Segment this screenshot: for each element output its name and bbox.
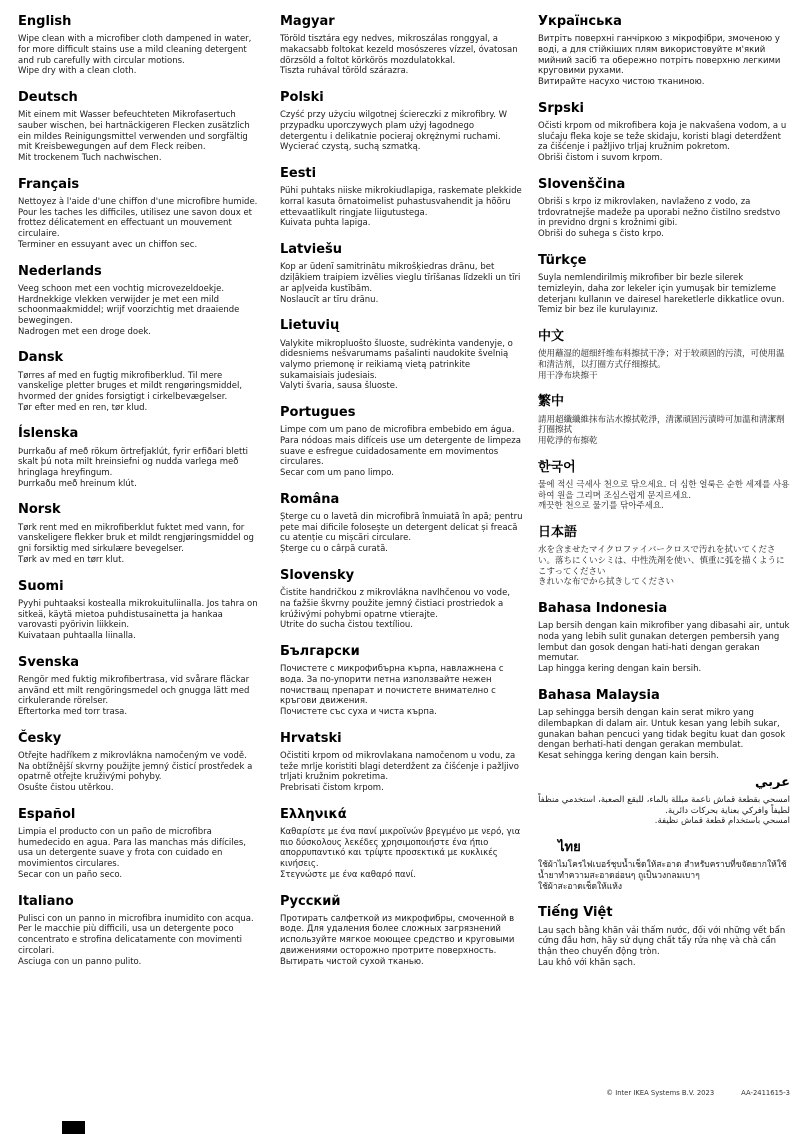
language-section (538, 177, 790, 240)
language-section (280, 894, 523, 968)
instruction-paragraph: Wipe dry with a clean cloth. (18, 66, 137, 77)
instruction-paragraph: امسحي باستخدام قطعة قماش نظيفة. (654, 816, 790, 827)
instruction-text (280, 186, 523, 229)
instruction-paragraph: Czyść przy użyciu wilgotnej ściereczki z mikrofibry. W przypadku uporczywych plam użyj łagodnego detergentu i delikatnie pocieraj okrężnymi ruchami. (280, 110, 508, 142)
crop-mark (62, 1121, 85, 1134)
language-heading: 中文 (538, 328, 565, 344)
instruction-paragraph: Tiszta ruhával töröld szárazra. (280, 66, 409, 77)
language-section (280, 318, 523, 392)
instruction-text (538, 621, 790, 675)
column-2 (280, 14, 523, 980)
language-heading: ไทย (558, 839, 581, 855)
language-heading: عربي (754, 774, 790, 790)
language-heading: Norsk (18, 502, 61, 518)
instruction-text (18, 110, 261, 164)
instruction-paragraph: 用干净布块擦干 (538, 370, 598, 381)
language-section (280, 90, 523, 153)
instruction-paragraph: Terminer en essuyant avec un chiffon sec. (18, 239, 198, 250)
language-heading: Eesti (280, 166, 317, 182)
instruction-paragraph: 물에 적신 극세사 천으로 닦으세요. 더 심한 얼룩은 순한 세제를 사용하여 원을 그리며 조심스럽게 문지르세요. (538, 479, 790, 501)
instruction-paragraph: Mit trockenem Tuch nachwischen. (18, 153, 162, 164)
language-section (538, 329, 790, 381)
instruction-text (538, 273, 790, 316)
language-heading: 한국어 (538, 459, 576, 475)
instruction-paragraph: Obriši do suhega s čisto krpo. (538, 229, 664, 240)
language-section (18, 655, 261, 718)
instruction-paragraph: Șterge cu o cârpă curată. (280, 544, 388, 555)
instruction-text (538, 795, 790, 827)
column-1 (18, 14, 261, 980)
instruction-text (18, 751, 261, 794)
language-section (18, 350, 261, 413)
instruction-text (280, 262, 523, 305)
instruction-text (538, 926, 790, 969)
instruction-paragraph: Pulisci con un panno in microfibra inumidito con acqua. Per le macchie più difficili, usa un detergente poco concentrato e strofina delicatamente con movimenti circolari. (18, 913, 254, 956)
instruction-text (280, 512, 523, 555)
language-heading: 繁中 (538, 394, 565, 410)
language-heading: Portugues (280, 405, 356, 421)
language-heading: Tiếng Việt (538, 905, 613, 921)
instruction-paragraph: Lau khô với khăn sạch. (538, 957, 636, 968)
document-number: AA-2411615-3 (741, 1089, 790, 1097)
language-heading: Français (18, 176, 80, 192)
language-heading: Latviešu (280, 242, 343, 258)
instruction-paragraph: Lap sehingga bersih dengan kain serat mikro yang dilembapkan di dalam air. Untuk kesan yang lebih sukar, gunakan bahan pencuci yang tidak begitu kuat dan gosok dengan berhati-hati dengan gerakan membulat. (538, 708, 786, 751)
instruction-text (18, 447, 261, 490)
instruction-paragraph: Valyti švaria, sausa šluoste. (280, 381, 398, 392)
instruction-paragraph: Asciuga con un panno pulito. (18, 956, 142, 967)
language-section (18, 579, 261, 642)
instruction-text (538, 349, 790, 381)
language-section (538, 905, 790, 968)
instruction-paragraph: 使用蘸湿的超细纤维布料擦拭干净；对于较顽固的污渍，可使用温和清洁剂，以打圈方式仔细擦拭。 (538, 349, 785, 370)
language-heading: English (18, 14, 72, 29)
instruction-paragraph: Valykite mikropluošto šluoste, sudrėkinta vandenyje, o didesniems nešvarumams pašalinti naudokite švelnią valymo priemonę ir reikiamą vietą patrinkite sukamaisiais judesiais. (280, 338, 513, 381)
instruction-paragraph: Nettoyez à l'aide d'une chiffon d'une microfibre humide. Pour les taches les difficiles, utilisez une savon doux et frottez délicatement en effectuant un mouvement circulaire. (18, 197, 258, 240)
instruction-paragraph: きれいな布でから拭きしてください (538, 577, 675, 588)
instruction-paragraph: Veeg schoon met een vochtig microvezeldoekje. Hardnekkige vlekken verwijder je met een mild schoonmaakmiddel; wrijf voorzichtig met draaiende bewegingen. (18, 283, 240, 326)
instruction-paragraph: Obriši čistom i suvom krpom. (538, 153, 663, 164)
instruction-text (538, 480, 790, 512)
instruction-paragraph: Wipe clean with a microfiber cloth dampened in water, for more difficult stains use a mild cleaning detergent and rub carefully with circular motions. (18, 34, 252, 66)
language-heading: Bahasa Malaysia (538, 687, 660, 703)
language-heading: Dansk (18, 350, 64, 366)
language-section (538, 840, 790, 892)
instruction-paragraph: Tørk av med en tørr klut. (18, 554, 125, 565)
instruction-paragraph: Kuivata puhta lapiga. (280, 218, 371, 229)
instruction-paragraph: Otřejte hadříkem z mikrovlákna namočeným ve vodě. Na obtížnější skvrny použijte jemný čisticí prostředek a opatrně otřejte kruživými pohyby. (18, 750, 253, 783)
instruction-paragraph: Þurrkaðu af með rökum örtrefjaklút, fyrir erfiðari bletti skalt þú nota milt hreinsiefni og nudda varlega með hringlaga hreyfingum. (18, 446, 249, 479)
instruction-text (18, 914, 261, 968)
language-section (538, 688, 790, 762)
language-section (280, 568, 523, 631)
language-heading: Srpski (538, 100, 584, 116)
instruction-paragraph: 水を含ませたマイクロファイバークロスで汚れを拭いてください。落ちにくいシミは、中性洗剤を使い、慎重に弧を描くようにこすってください (538, 545, 785, 577)
instruction-paragraph: Secar con un paño seco. (18, 869, 123, 880)
instruction-paragraph: Secar com um pano limpo. (280, 468, 394, 479)
language-section (538, 101, 790, 164)
instruction-paragraph: Þurrkaðu með hreinum klút. (18, 478, 137, 489)
instruction-paragraph: Pühi puhtaks niiske mikrokiudlapiga, raskemate plekkide korral kasuta õrnatoimelist puhastusvahendit ja hõõru ettevaatlikult ringjate liigutustega. (280, 186, 522, 218)
instruction-text (538, 197, 790, 240)
language-heading: Polski (280, 90, 324, 106)
instruction-paragraph: Mit einem mit Wasser befeuchteten Mikrofasertuch sauber wischen, bei hartnäckigeren Flecken zusätzlich ein mildes Reinigungsmittel verwenden und sorgfältig mit Kreisbewegungen auf dem Fleck reiben. (18, 110, 250, 153)
language-section (18, 90, 261, 164)
instruction-paragraph: Utrite do sucha čistou textíliou. (280, 620, 413, 631)
language-section (280, 807, 523, 881)
instruction-text (280, 827, 523, 881)
language-heading: Slovenščina (538, 176, 626, 192)
instruction-text (18, 371, 261, 414)
instruction-paragraph: Očisti krpom od mikrofibera koja je nakvašena vodom, a u slučaju fleka koje se teže skidaju, koristi blagi deterdžent za čišćenje i pažljivo trljaj kružnim pokretom. (538, 121, 787, 153)
language-section (280, 644, 523, 718)
instruction-text (280, 110, 523, 153)
instruction-text (280, 339, 523, 393)
instruction-paragraph: Вытирать чистой сухой тканью. (280, 956, 424, 967)
language-heading: Magyar (280, 14, 335, 29)
instruction-text (18, 284, 261, 338)
language-heading: Lietuvių (280, 318, 340, 334)
instruction-paragraph: Čistite handričkou z mikrovlákna navlhčenou vo vode, na ťažšie škvrny použite jemný čistiaci prostriedok a krúživými pohybmi opatrne vtierajte. (280, 588, 511, 620)
instruction-paragraph: Limpia el producto con un paño de microfibra humedecido en agua. Para las manchas más difíciles, usa un detergente suave y frota con cuidado en movimientos circulares. (18, 826, 246, 870)
language-section (280, 492, 523, 555)
language-section (538, 601, 790, 675)
language-heading: Українська (538, 14, 622, 29)
language-heading: Bahasa Indonesia (538, 601, 668, 617)
language-heading: Româna (280, 491, 340, 507)
language-heading: Suomi (18, 578, 64, 594)
footer (538, 1089, 790, 1097)
language-section (538, 775, 790, 827)
instruction-paragraph: Lau sạch bằng khăn vải thấm nước, đối với những vết bẩn cứng đầu hơn, hãy sử dụng chất tẩy rửa nhẹ và chà cẩn thận theo chuyển động tròn. (538, 925, 786, 957)
instruction-paragraph: امسحي بقطعة قماش ناعمة مبللة بالماء، للبقع الصعبة، استخدمي منظفاً لطيفاً وافركي بعناية بحركات دائرية. (538, 794, 790, 816)
column-3 (538, 14, 790, 981)
language-section (18, 426, 261, 489)
instruction-text (538, 860, 790, 892)
instruction-paragraph: Витріть поверхні ганчіркою з мікрофібри, змоченою у воді, а для стійкіших плям використовуйте м'який мийний засіб та обережно потріть поверхню легкими круговими рухами. (538, 34, 781, 77)
language-heading: Italiano (18, 893, 74, 909)
language-section (538, 394, 790, 446)
instruction-text (18, 34, 261, 77)
language-heading: Türkçe (538, 252, 587, 268)
instruction-paragraph: Lap bersih dengan kain mikrofiber yang dibasahi air, untuk noda yang lebih sulit gunakan detergen pembersih yang lembut dan gosok dengan hati-hati dengan gerakan memutar. (538, 621, 790, 664)
instruction-text (538, 415, 790, 447)
instruction-text (18, 523, 261, 566)
language-section (280, 242, 523, 305)
language-section (280, 166, 523, 229)
instruction-paragraph: Почистете с микрофибърна кърпа, навлажнена с вода. За по-упорити петна използвайте нежен почистващ препарат и почистете внимателно с кръгови движения. (280, 664, 504, 707)
instruction-paragraph: Pyyhi puhtaaksi kostealla mikrokuituliinalla. Jos tahra on sitkeä, käytä mietoa puhdistusainetta ja hankaa varovasti pyörivin liikkein. (18, 598, 258, 631)
instruction-paragraph: Στεγνώστε με ένα καθαρό πανί. (280, 869, 416, 880)
language-section (538, 525, 790, 588)
instruction-text (280, 664, 523, 718)
instruction-text (280, 425, 523, 479)
language-section (18, 502, 261, 565)
instruction-paragraph: Noslaucīt ar tīru drānu. (280, 294, 379, 305)
instruction-paragraph: Kesat sehingga kering dengan kain bersih. (538, 750, 719, 761)
language-heading: Česky (18, 730, 62, 746)
language-section (280, 731, 523, 794)
instruction-paragraph: Καθαρίστε με ένα πανί μικροϊνών βρεγμένο με νερό, για πιο δύσκολους λεκέδες χρησιμοποιήστε ένα ήπιο απορρυπαντικό και τρίψτε προσεκτικά με κυκλικές κινήσεις. (280, 826, 521, 870)
instruction-paragraph: Tørres af med en fugtig mikrofiberklud. Til mere vanskelige pletter bruges et mildt rengøringsmiddel, hvormed der gnides forsigtigt i cirkelbevægelser. (18, 370, 243, 403)
instruction-text (280, 914, 523, 968)
language-heading: Nederlands (18, 263, 102, 279)
language-section (18, 177, 261, 251)
instruction-paragraph: Osušte čistou utěrkou. (18, 783, 114, 794)
instruction-text (280, 588, 523, 631)
instruction-paragraph: Wycierać czystą, suchą szmatką. (280, 142, 421, 153)
copyright-text: © Inter IKEA Systems B.V. 2023 (606, 1089, 715, 1097)
language-section (18, 807, 261, 881)
language-heading: Íslenska (18, 426, 79, 442)
language-section (538, 253, 790, 316)
language-section (18, 731, 261, 794)
instruction-paragraph: Kuivataan puhtaalla liinalla. (18, 630, 136, 641)
instruction-paragraph: Протирать салфеткой из микрофибры, смоченной в воде. Для удаления более сложных загрязнений используйте мягкое моющее средство и круговыми движениями осторожно протрите поверхность. (280, 913, 515, 956)
language-heading: Svenska (18, 654, 80, 670)
instruction-paragraph: Почистете със суха и чиста кърпа. (280, 706, 437, 717)
instruction-text (280, 34, 523, 77)
instruction-paragraph: Eftertorka med torr trasa. (18, 706, 128, 717)
instruction-paragraph: Očistiti krpom od mikrovlakana namočenom u vodu, za teže mrlje koristiti blagi deterdžent za čišćenje i pažljivo trljati kružnim pokretima. (280, 750, 519, 783)
language-section (18, 894, 261, 968)
language-section (18, 264, 261, 338)
instruction-paragraph: Prebrisati čistom krpom. (280, 783, 384, 794)
instruction-text (18, 197, 261, 251)
language-section (18, 14, 261, 77)
language-heading: Hrvatski (280, 730, 342, 746)
instruction-paragraph: Töröld tisztára egy nedves, mikroszálas ronggyal, a makacsabb foltokat kezeld mosószeres vízzel, óvatosan dörzsöld a foltot körkörös mozdulatokkal. (280, 34, 518, 66)
language-section (538, 14, 790, 88)
instruction-text (538, 545, 790, 588)
language-section (280, 405, 523, 479)
instruction-text (538, 121, 790, 164)
instruction-paragraph: Витирайте насухо чистою тканиною. (538, 77, 705, 88)
language-section (280, 14, 523, 77)
instruction-paragraph: Temiz bir bez ile kurulayınız. (538, 305, 658, 316)
language-heading: Русский (280, 893, 341, 909)
language-heading: Deutsch (18, 90, 78, 106)
instruction-text (18, 599, 261, 642)
instruction-paragraph: Lap hingga kering dengan kain bersih. (538, 664, 702, 675)
instruction-text (280, 751, 523, 794)
instruction-text (18, 675, 261, 718)
instruction-paragraph: Tør efter med en ren, tør klud. (18, 402, 148, 413)
language-heading: Ελληνικά (280, 806, 347, 822)
language-heading: Български (280, 643, 360, 659)
instruction-paragraph: Șterge cu o lavetă din microfibră înmuiată în apă; pentru pete mai dificile folosește un detergent delicat și freacă cu atenție cu mișcări circulare. (280, 512, 523, 544)
instruction-paragraph: Tørk rent med en mikrofiberklut fuktet med vann, for vanskeligere flekker bruk et mildt rengjøringsmiddel og gni forsiktig med sirkulære bevegelser. (18, 522, 254, 555)
instruction-paragraph: Obriši s krpo iz mikrovlaken, navlaženo z vodo, za trdovratnejše madeže pa uporabi nežno čistilno sredstvo in previdno drgni s krožnimi gibi. (538, 197, 781, 229)
instruction-paragraph: 깨끗한 천으로 물기를 닦아주세요. (538, 501, 664, 512)
language-heading: Español (18, 806, 76, 822)
instruction-paragraph: Nadrogen met een droge doek. (18, 326, 151, 337)
instruction-paragraph: ใช้ผ้าไมโครไฟเบอร์ชุบน้ำเช็ดให้สะอาด สำหรับคราบที่ขจัดยากให้ใช้น้ำยาทำความสะอาดอ่อนๆ ถูเป็นวงกลมเบาๆ (538, 860, 787, 881)
language-heading: 日本語 (538, 525, 578, 541)
instruction-text (18, 827, 261, 881)
instruction-paragraph: Rengör med fuktig mikrofibertrasa, vid svårare fläckar använd ett milt rengöringsmedel och gnugga lätt med cirkulerande rörelser. (18, 674, 250, 707)
instruction-paragraph: Kop ar ūdenī samitrinātu mikrošķiedras drānu, bet dziļākiem traipiem izvēlies vieglu tīrīšanas līdzekli un tīri ar apļveida kustībām. (280, 262, 521, 294)
instruction-text (538, 34, 790, 88)
instruction-text (538, 708, 790, 762)
instruction-paragraph: Suyla nemlendirilmiş mikrofiber bir bezle silerek temizleyin, daha zor lekeler için yumuşak bir temizleme deterjanı kullanın ve dairesel hareketlerle dikkatlice ovun. (538, 273, 785, 305)
language-heading: Slovensky (280, 567, 355, 583)
instruction-paragraph: Limpe com um pano de microfibra embebido em água. Para nódoas mais difíceis use um detergente de limpeza suave e esfregue cuidadosamente em movimentos circulares. (280, 425, 521, 468)
instruction-paragraph: ใช้ผ้าสะอาดเช็ดให้แห้ง (538, 881, 623, 892)
instruction-paragraph: 請用超纖纖維抹布沾水擦拭乾淨，清潔頑固污漬時可加溫和清潔劑打圈擦拭 (538, 414, 785, 436)
instruction-paragraph: 用乾淨的布擦乾 (538, 435, 598, 446)
language-section (538, 460, 790, 512)
